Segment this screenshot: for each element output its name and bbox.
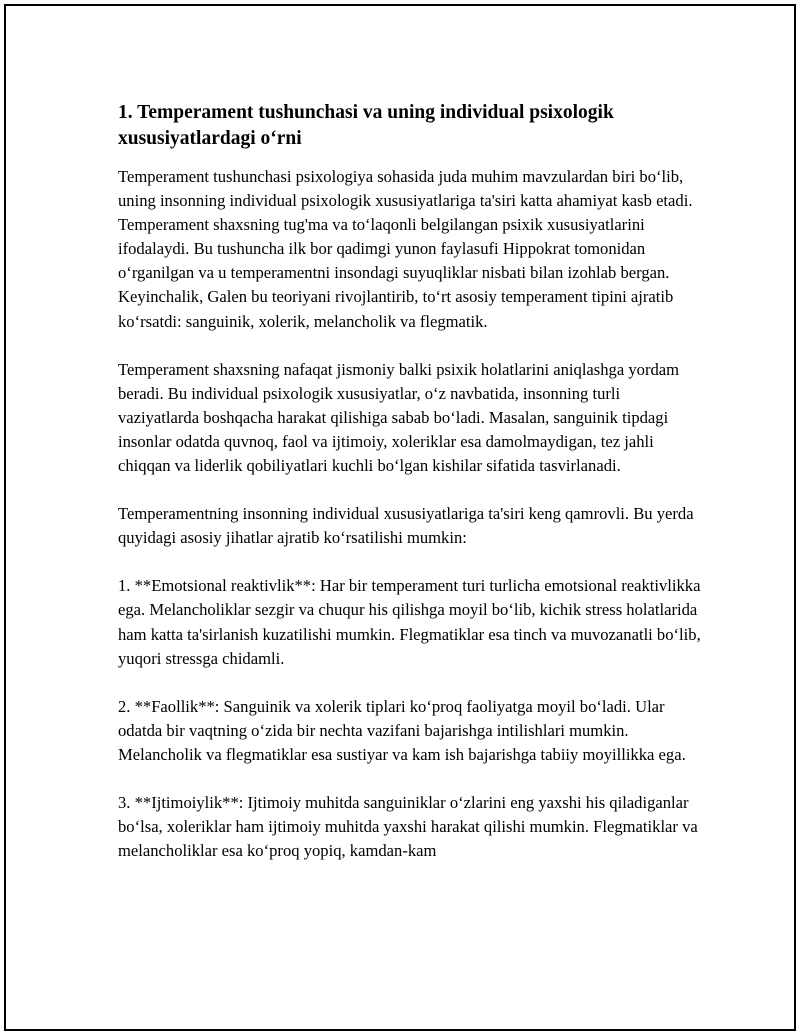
paragraph-influence: Temperamentning insonning individual xususiyatlariga ta'siri keng qamrovli. Bu yerda quyidagi asosiy jihatlar ajratib ko‘rsatilishi mumkin: [118,504,694,548]
section-heading: 1. Temperament tushunchasi va uning individual psixologik xususiyatlardagi o‘rni [118,102,614,149]
list-item-sociability: 3. **Ijtimoiylik**: Ijtimoiy muhitda sanguiniklar o‘zlarini eng yaxshi his qiladiganlar bo‘lsa, xoleriklar ham ijtimoiy muhitda yaxshi harakat qilishi mumkin. Flegmatiklar va melancholiklar esa ko‘proq yopiq, kamdan-kam [118,792,698,861]
paragraph-individual-traits: Temperament shaxsning nafaqat jismoniy balki psixik holatlarini aniqlashga yordam beradi. Bu individual psixologik xususiyatlar, o‘z navbatida, insonning turli vaziyatlarda boshqacha harakat qilishiga sabab bo‘ladi. Masalan, sanguinik tipdagi insonlar odatda quvnoq, faol va ijtimoiy, xoleriklar esa damolmaydigan, tez jahli chiqqan va liderlik qobiliyatlari kuchli bo‘lgan kishilar sifatida tasvirlanadi. [118,359,680,476]
list-item-activity: 2. **Faollik**: Sanguinik va xolerik tiplari ko‘proq faoliyatga moyil bo‘ladi. Ular odatda bir vaqtning o‘zida bir nechta vazifani bajarishga intilishlari mumkin. Melancholik va flegmatiklar esa sustiyar va kam ish bajarishga tabiiy moyillikka ega. [118,696,686,764]
list-item-emotional-reactivity: 1. **Emotsional reaktivlik**: Har bir temperament turi turlicha emotsional reaktivlikka ega. Melancholiklar sezgir va chuqur his qilishga moyil bo‘lib, kichik stress holatlarida ham katta ta'sirlanish kuzatilishi mumkin. Flegmatiklar esa tinch va muvozanatli bo‘lib, yuqori stressga chidamli. [118,576,701,668]
document-body [118,100,703,887]
paragraph-intro: Temperament tushunchasi psixologiya sohasida juda muhim mavzulardan biri bo‘lib, uning insonning individual psixologik xususiyatlariga ta'siri katta ahamiyat kasb etadi. Temperament shaxsning tug'ma va to‘laqonli belgilangan psixik xususiyatlarini ifodalaydi. Bu tushuncha ilk bor qadimgi yunon faylasufi Hippokrat tomonidan o‘rganilgan va u temperamentni insondagi suyuqliklar nisbati bilan izohlab bergan. Keyinchalik, Galen bu teoriyani rivojlantirib, to‘rt asosiy temperament tipini ajratib ko‘rsatdi: sanguinik, xolerik, melancholik va flegmatik. [118,167,693,331]
page-frame [4,4,796,1031]
